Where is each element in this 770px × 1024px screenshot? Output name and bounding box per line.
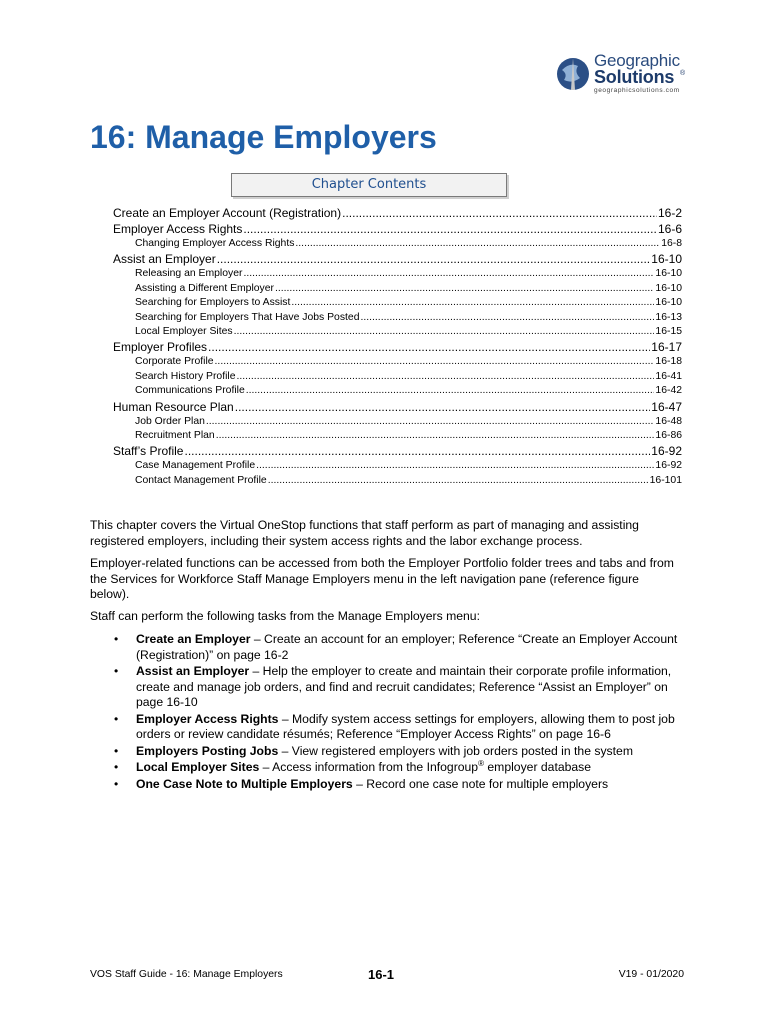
chapter-contents-heading: Chapter Contents [231,173,507,197]
toc-leader-dots [243,267,654,281]
task-description: – View registered employers with job orders posted in the system [278,743,633,758]
logo-line1: Geographic [594,51,680,70]
access-paragraph: Employer-related functions can be accessed from both the Employer Portfolio folder trees and tabs and from the Services for Workforce Staff Manage Employers menu in the left navigation pane (reference figure below). [90,556,674,601]
registered-mark: ® [478,758,484,768]
toc-entry-page: 16-8 [661,237,682,249]
task-list-item [90,777,690,793]
toc-entry-label: Changing Employer Access Rights [135,237,295,249]
toc-entry-page: 16-6 [657,222,682,236]
geographic-solutions-logo [556,50,696,98]
bullet-icon: • [114,776,119,791]
toc-entry-page: 16-13 [655,311,682,323]
toc-entry-page: 16-101 [649,474,682,486]
toc-leader-dots [243,221,657,237]
task-list-item [90,712,690,743]
toc-entry-page: 16-10 [655,282,682,294]
task-description: – Modify system access settings for employers, allowing them to post job orders or review candidate résumés; Reference “Employer Access Rights” on page 16-6 [136,711,675,741]
toc-leader-dots [234,325,655,339]
toc-entry-label: Create an Employer Account (Registration) [113,206,342,220]
toc-entry-label: Contact Management Profile [135,474,267,486]
task-name: One Case Note to Multiple Employers [136,776,353,791]
toc-entry-page: 16-10 [651,252,682,267]
toc-leader-dots [206,415,655,429]
task-description: – Record one case note for multiple employers [352,776,609,791]
bullet-icon: • [114,760,119,774]
toc-leader-dots [295,237,660,251]
bullet-icon: • [114,632,119,646]
bullet-icon: • [114,743,119,758]
toc-entry[interactable] [113,339,682,355]
toc-leader-dots [291,296,654,310]
toc-leader-dots [268,474,649,488]
task-list-item [90,760,690,776]
tasks-intro-paragraph: Staff can perform the following tasks from the Manage Employers menu: [90,609,480,623]
toc-leader-dots [235,399,651,415]
toc-entry-label: Staff’s Profile [113,444,184,459]
toc-entry-label: Assisting a Different Employer [135,282,274,294]
toc-leader-dots [216,429,655,443]
bullet-icon: • [114,664,119,678]
task-description: – Help the employer to create and maintain their corporate profile information, create and manage job orders, and find and recruit candidates; Reference “Assist an Employer” on page 16-10 [136,664,672,709]
toc-entry-page: 16-2 [657,206,682,220]
toc-entry[interactable] [113,429,682,443]
toc-entry-page: 16-18 [655,356,682,368]
toc-entry-label: Local Employer Sites [135,325,233,337]
toc-leader-dots [256,459,654,473]
logo-line2: Solutions [594,67,675,87]
toc-entry-label: Search History Profile [135,370,236,382]
toc-entry[interactable] [113,384,682,398]
logo-url: geographicsolutions.com [594,87,680,94]
toc-entry[interactable] [113,205,682,221]
toc-entry-label: Case Management Profile [135,460,256,472]
toc-leader-dots [246,384,655,398]
toc-entry[interactable] [113,443,682,459]
toc-entry[interactable] [113,474,682,488]
logo-registered-mark: ® [680,70,686,77]
toc-entry[interactable] [113,296,682,310]
toc-entry-label: Assist an Employer [113,252,216,267]
toc-entry-label: Employer Profiles [113,340,208,355]
toc-entry-page: 16-10 [655,268,682,280]
toc-entry-label: Releasing an Employer [135,268,243,280]
toc-entry-page: 16-42 [655,385,682,397]
toc-leader-dots [217,251,651,267]
task-name: Employer Access Rights [136,711,279,726]
task-list [90,632,690,793]
task-description: – Create an account for an employer; Reference “Create an Employer Account (Registration)” on page 16-2 [136,632,678,662]
toc-entry[interactable] [113,355,682,369]
toc-entry-label: Employer Access Rights [113,222,243,236]
toc-leader-dots [342,205,657,221]
task-list-item [90,744,690,760]
globe-icon [556,54,590,94]
task-description: – Access information from the Infogroup [259,760,479,774]
task-name: Assist an Employer [136,664,250,678]
toc-entry[interactable] [113,221,682,237]
toc-entry-page: 16-17 [651,340,682,355]
task-name: Create an Employer [136,632,251,646]
task-name: Employers Posting Jobs [136,743,279,758]
intro-paragraph: This chapter covers the Virtual OneStop functions that staff perform as part of managing and assisting registered employers, including their system access rights and the labor exchange process. [90,518,639,548]
toc-entry-label: Recruitment Plan [135,429,215,441]
toc-leader-dots [236,370,654,384]
task-name: Local Employer Sites [136,760,260,774]
toc-entry[interactable] [113,370,682,384]
toc-entry[interactable] [113,311,682,325]
toc-entry-label: Human Resource Plan [113,399,234,414]
task-description-tail: employer database [484,760,592,774]
footer-page-number: 16-1 [368,967,395,982]
page-title: 16: Manage Employers [90,119,437,155]
toc-entry[interactable] [113,267,682,281]
toc-leader-dots [360,311,654,325]
toc-entry[interactable] [113,237,682,251]
toc-leader-dots [275,282,654,296]
toc-entry-label: Job Order Plan [135,415,205,427]
toc-entry[interactable] [113,459,682,473]
toc-entry-page: 16-47 [651,399,682,414]
toc-entry-label: Corporate Profile [135,356,214,368]
task-list-item [90,632,690,663]
task-list-item [90,664,690,711]
bullet-icon: • [114,711,119,726]
toc-entry-label: Searching for Employers to Assist [135,297,291,309]
toc-entry[interactable] [113,251,682,267]
toc-entry-label: Communications Profile [135,385,245,397]
toc-entry-page: 16-92 [651,444,682,459]
toc-entry[interactable] [113,325,682,339]
toc-leader-dots [208,339,650,355]
toc-entry-page: 16-10 [655,297,682,309]
toc-leader-dots [215,355,655,369]
toc-leader-dots [184,443,650,459]
toc-entry[interactable] [113,415,682,429]
footer-guide-title: VOS Staff Guide - 16: Manage Employers [90,969,283,980]
footer-version: V19 - 01/2020 [618,969,684,980]
toc-entry[interactable] [113,399,682,415]
toc-entry-page: 16-15 [655,325,682,337]
toc-entry-page: 16-92 [655,460,682,472]
toc-entry-page: 16-48 [655,415,682,427]
toc-entry-label: Searching for Employers That Have Jobs Posted [135,311,360,323]
toc-entry[interactable] [113,282,682,296]
toc-entry-page: 16-86 [655,429,682,441]
table-of-contents [113,205,682,488]
toc-entry-page: 16-41 [655,370,682,382]
